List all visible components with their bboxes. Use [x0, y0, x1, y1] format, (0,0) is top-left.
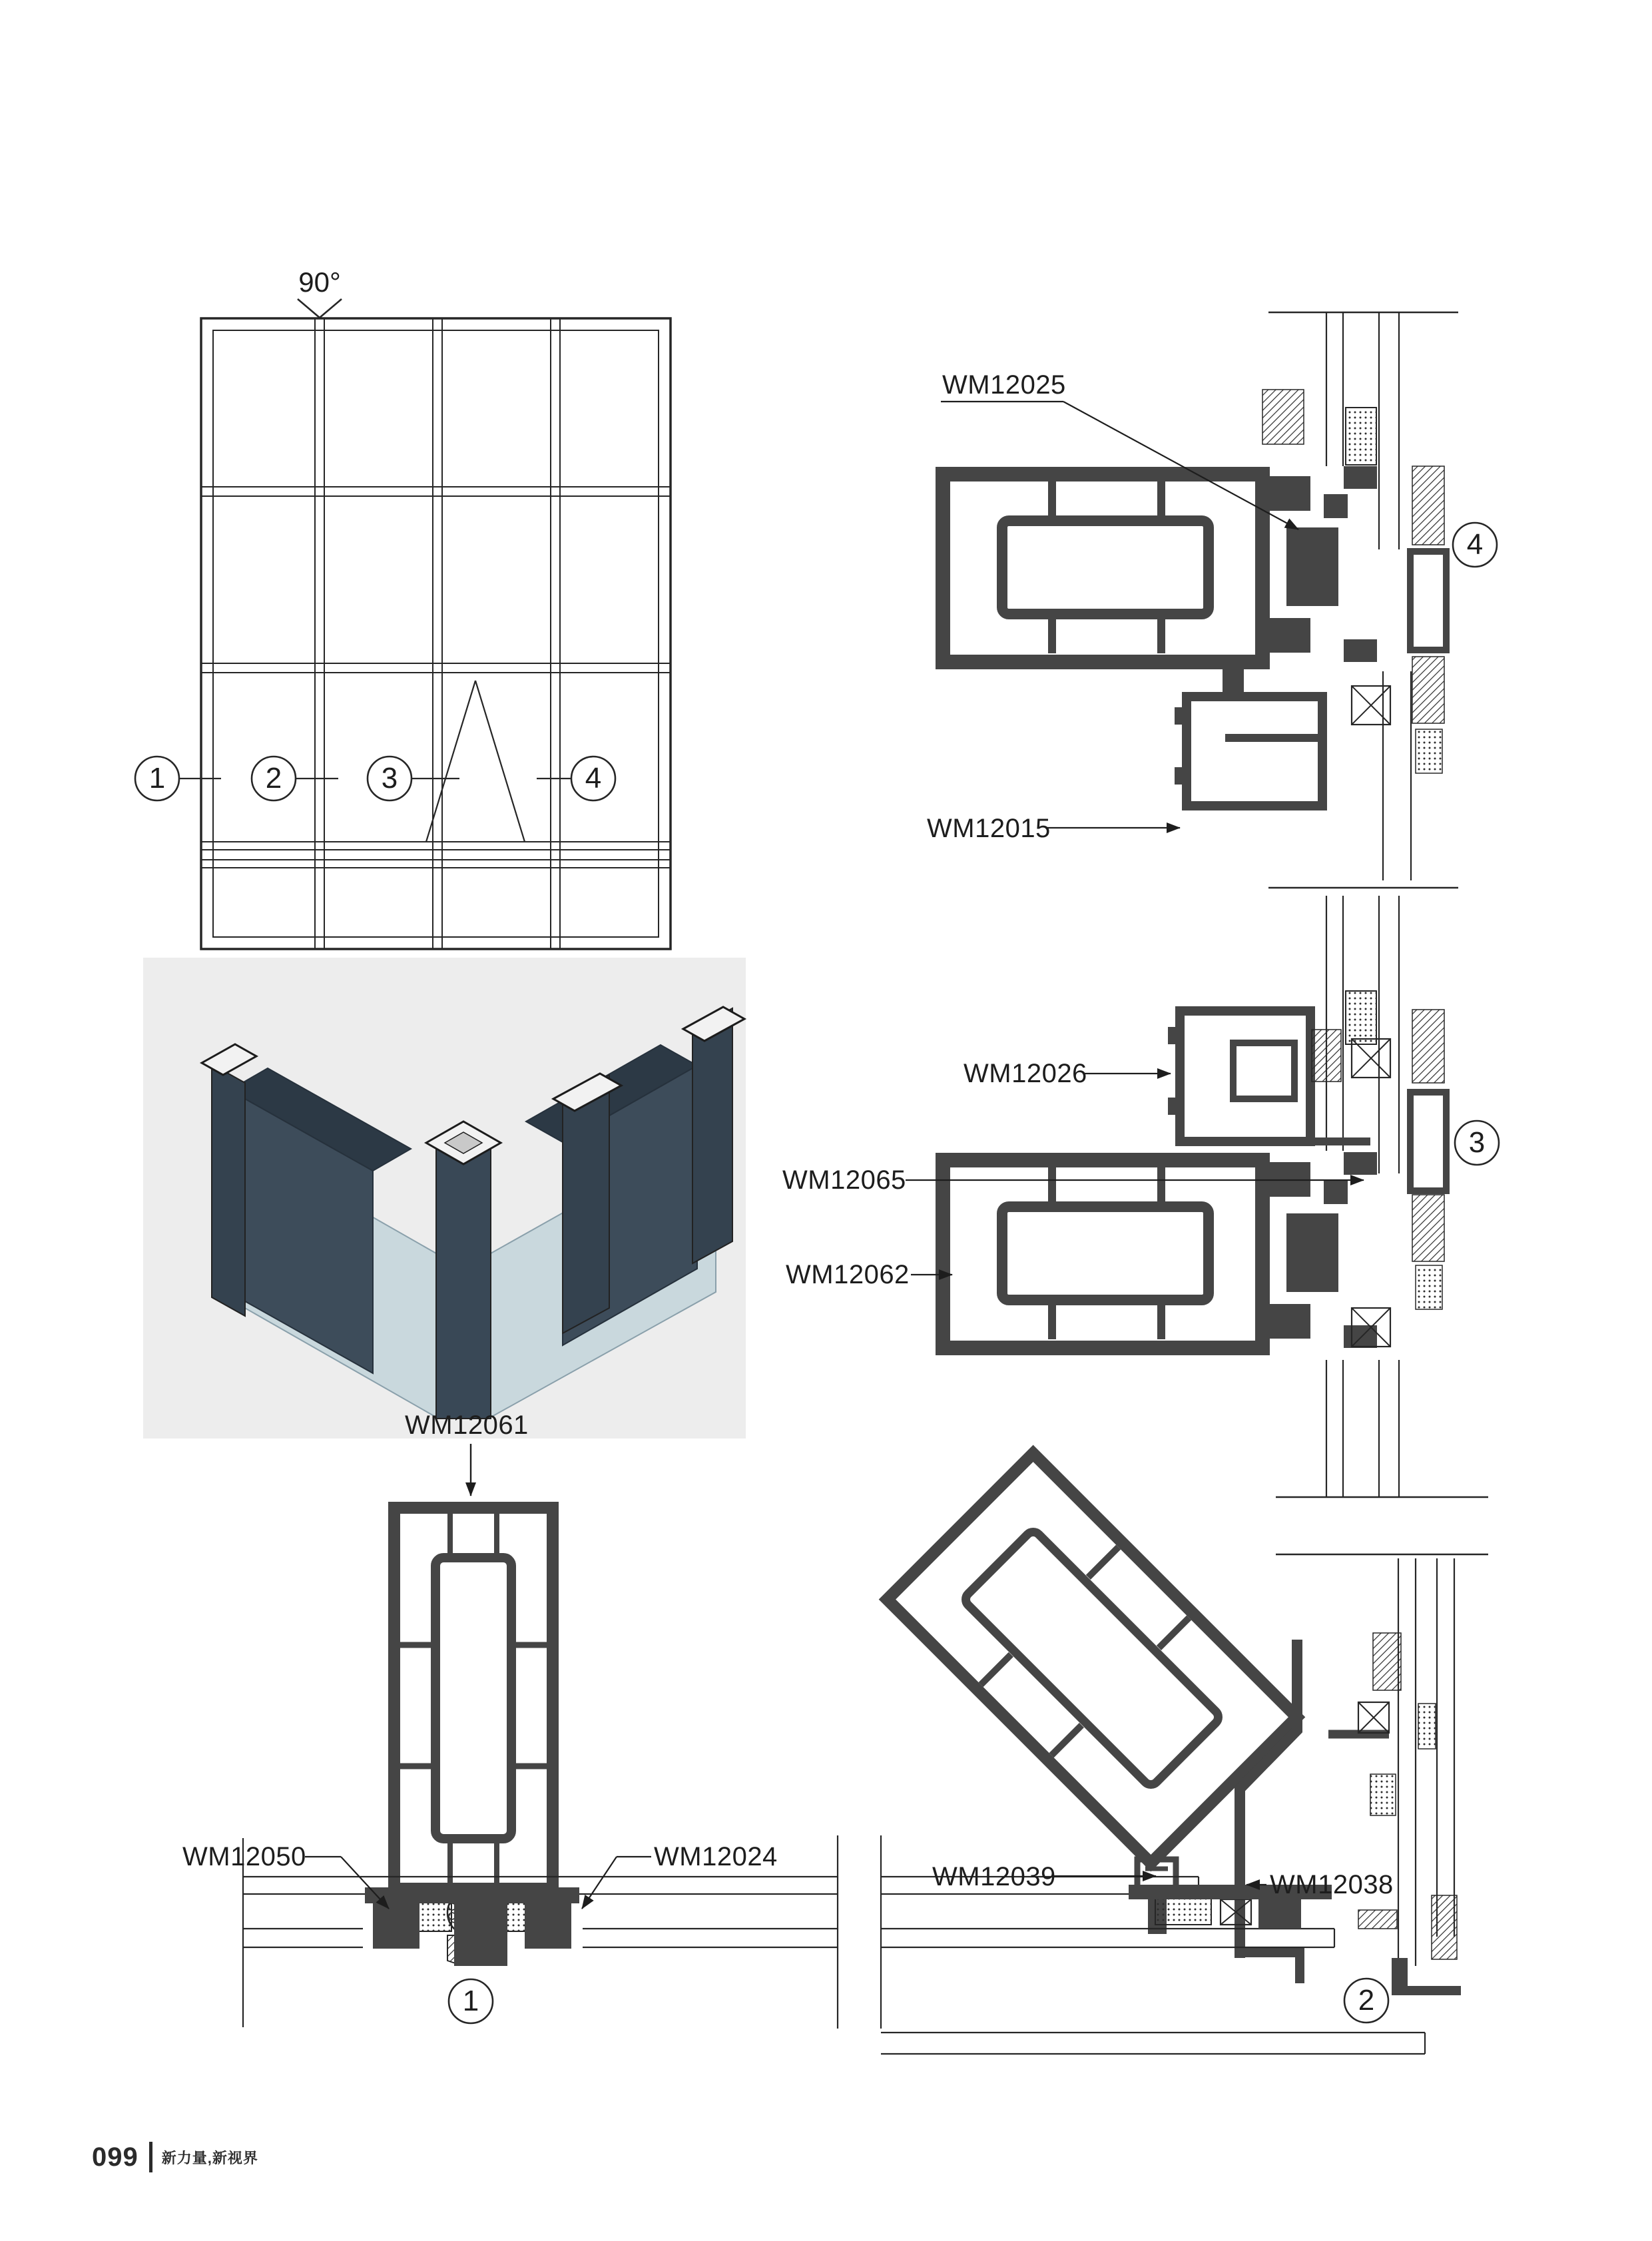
page-footer: [92, 2142, 258, 2172]
detail-section-2: [881, 1453, 1461, 2054]
part-label-wm12062: WM12062: [786, 1260, 910, 1289]
detail-callout-1: 1: [462, 1985, 479, 2017]
angle-pointer: [298, 299, 342, 318]
part-label-wm12038: WM12038: [1270, 1870, 1394, 1899]
part-label-wm12015: WM12015: [927, 814, 1051, 843]
part-label-wm12025: WM12025: [942, 370, 1066, 400]
part-label-wm12039: WM12039: [932, 1862, 1056, 1891]
elevation-grid: [135, 299, 671, 949]
awning-symbol: [426, 681, 525, 842]
footer-tagline: 新力量,新视界: [161, 2149, 258, 2166]
elevation-callout-1: 1: [148, 762, 166, 795]
detail-callout-2: 2: [1358, 1984, 1375, 2017]
elevation-callout-3: 3: [381, 762, 398, 795]
detail-section-1: [243, 1444, 838, 2027]
part-label-wm12026: WM12026: [964, 1059, 1087, 1088]
footer-divider: [149, 2142, 152, 2172]
part-label-wm12061: WM12061: [405, 1411, 529, 1440]
part-label-wm12050: WM12050: [182, 1842, 306, 1871]
part-label-wm12024: WM12024: [654, 1842, 778, 1871]
page-number: 099: [92, 2142, 138, 2172]
section-break-lines: [838, 1835, 881, 2029]
detail-callout-4: 4: [1466, 528, 1484, 561]
detail-section-3: [906, 888, 1499, 1554]
detail-callout-3: 3: [1468, 1126, 1486, 1159]
render-3d-corner: [143, 958, 746, 1439]
elevation-callout-2: 2: [265, 762, 282, 795]
part-label-wm12065: WM12065: [782, 1165, 906, 1195]
angle-label: 90°: [298, 266, 341, 298]
elevation-callout-4: 4: [585, 762, 602, 795]
